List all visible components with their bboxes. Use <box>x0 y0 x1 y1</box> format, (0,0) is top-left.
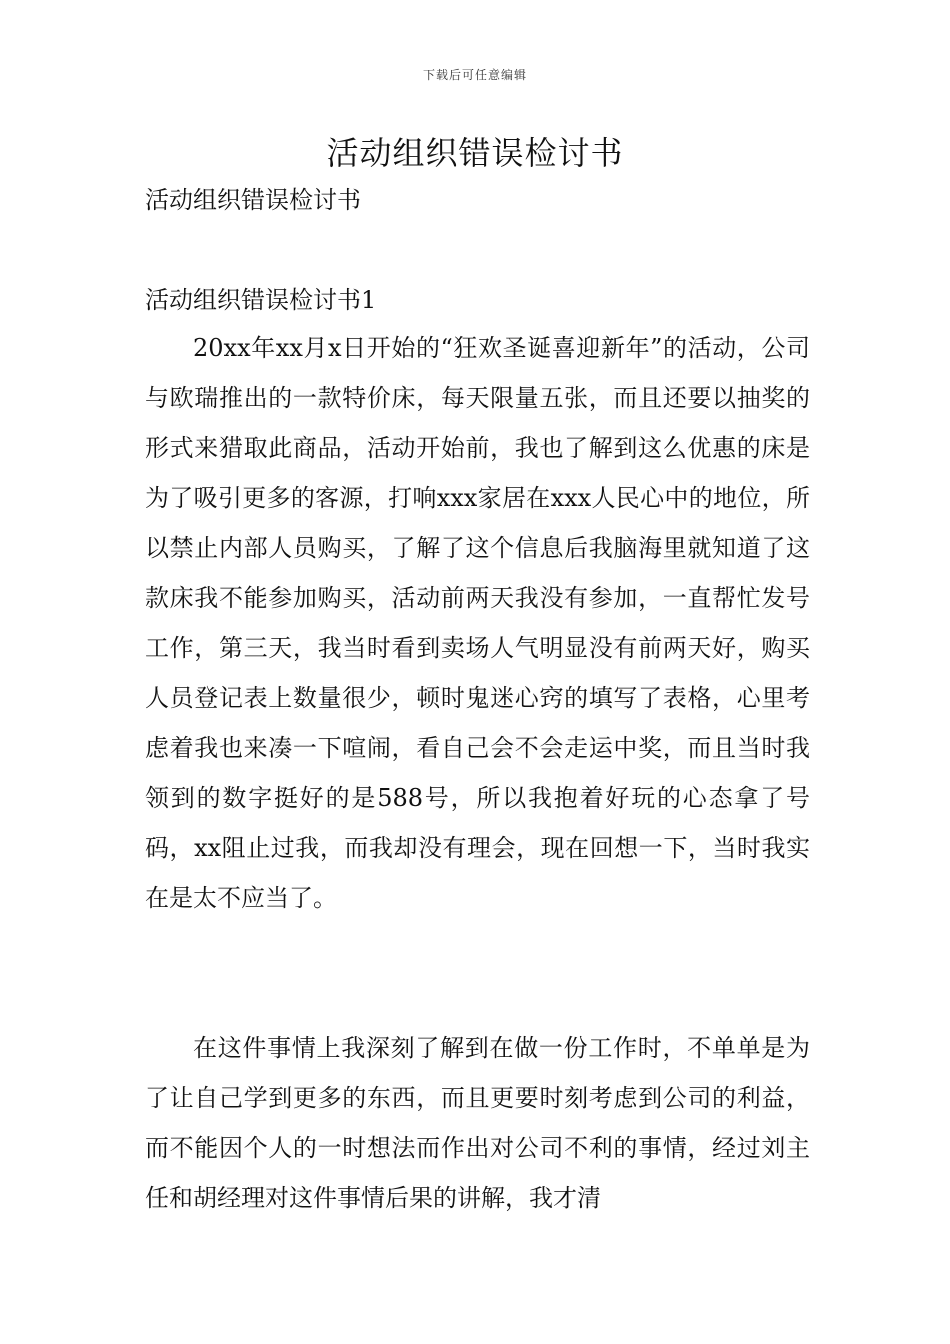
paragraph-2: 在这件事情上我深刻了解到在做一份工作时，不单单是为了让自己学到更多的东西，而且更要时刻考虑到公司的利益，而不能因个人的一时想法而作出对公司不利的事情，经过刘主任和胡经理对这件事情后果的讲解，我才清 <box>145 1034 810 1212</box>
document-title: 活动组织错误检讨书 <box>326 134 624 172</box>
header-note: 下载后可任意编辑 <box>422 68 527 82</box>
document-subtitle: 活动组织错误检讨书 <box>145 186 361 214</box>
section-heading: 活动组织错误检讨书1 <box>145 286 377 314</box>
paragraph-1: 20xx年xx月x日开始的“狂欢圣诞喜迎新年”的活动，公司与欧瑞推出的一款特价床，每天限量五张，而且还要以抽奖的形式来猎取此商品，活动开始前，我也了解到这么优惠的床是为了吸引更多的客源，打响xxx家居在xxx人民心中的地位，所以禁止内部人员购买，了解了这个信息后我脑海里就知道了这款床我不能参加购买，活动前两天我没有参加，一直帮忙发号工作，第三天，我当时看到卖场人气明显没有前两天好，购买人员登记表上数量很少，顿时鬼迷心窍的填写了表格，心里考虑着我也来凑一下喧闹，看自己会不会走运中奖，而且当时我领到的数字挺好的是588号，所以我抱着好玩的心态拿了号码，xx阻止过我，而我却没有理会，现在回想一下，当时我实在是太不应当了。 <box>145 334 810 912</box>
